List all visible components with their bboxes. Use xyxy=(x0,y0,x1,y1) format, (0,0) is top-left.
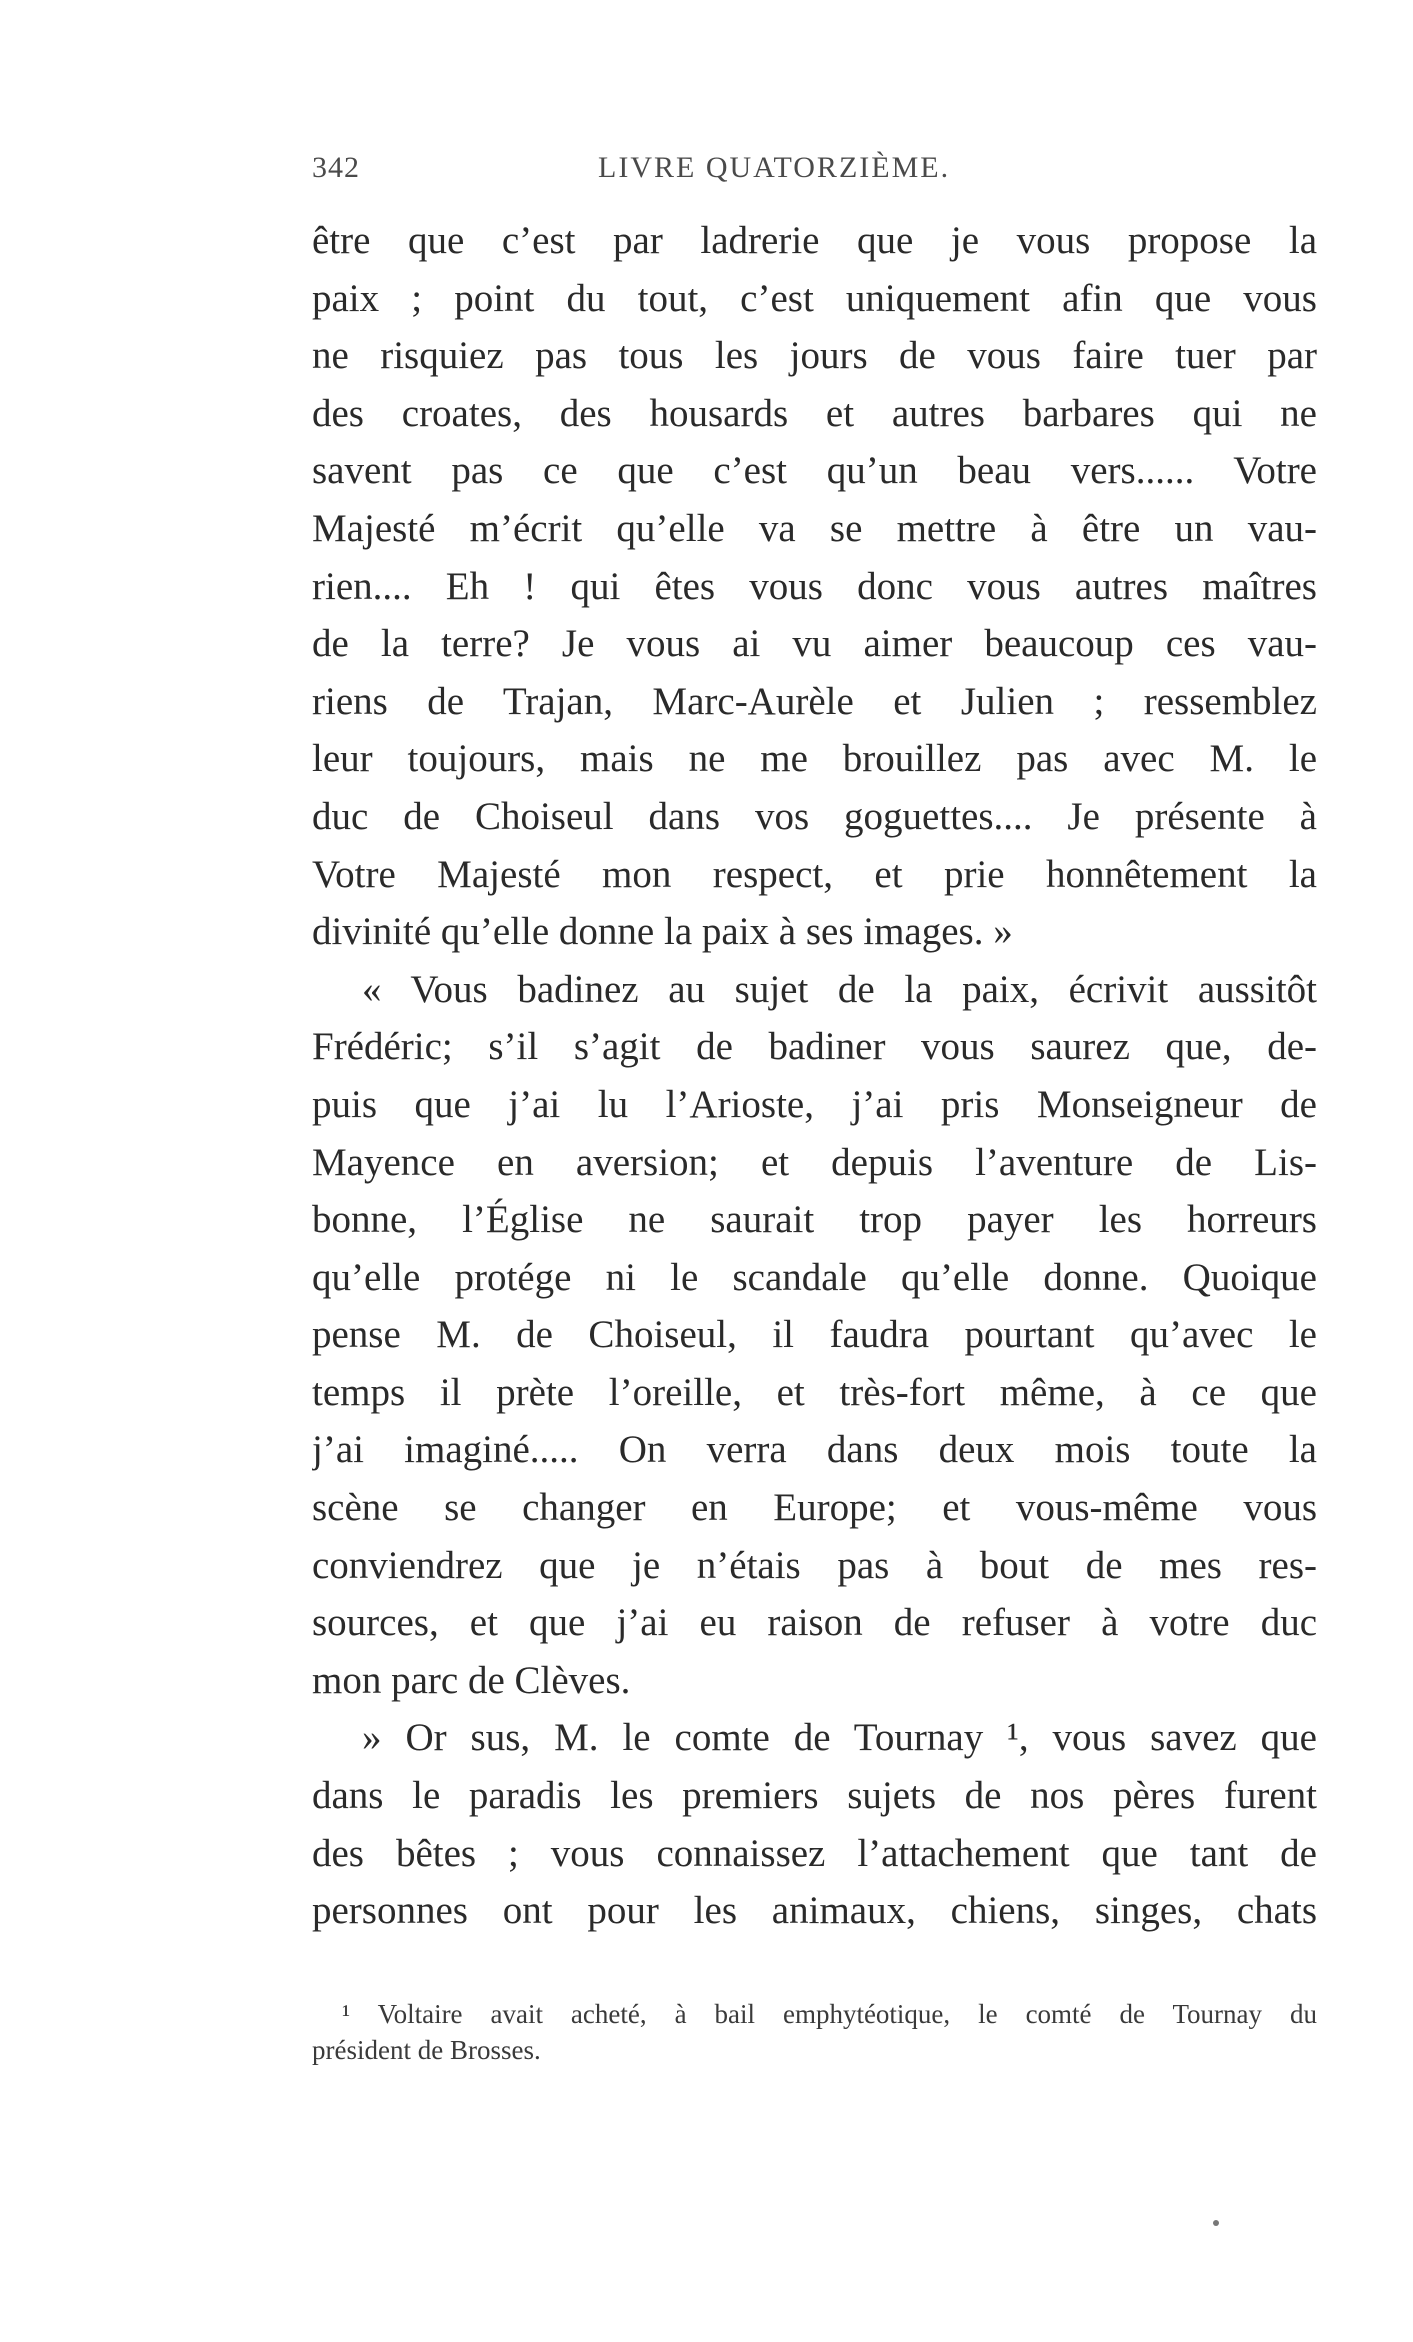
text-line: leur toujours, mais ne me brouillez pas avec M. le xyxy=(312,737,1317,781)
text-line: « Vous badinez au sujet de la paix, écrivit aussitôt xyxy=(362,967,1317,1011)
running-title: LIVRE QUATORZIÈME. xyxy=(598,151,951,184)
ink-speck xyxy=(1213,2220,1219,2226)
page-number: 342 xyxy=(312,151,360,184)
footnote-line: ¹ Voltaire avait acheté, à bail emphytéotique, le comté de Tournay du xyxy=(342,1999,1317,2029)
text-line: riens de Trajan, Marc-Aurèle et Julien ; ressemblez xyxy=(312,679,1317,723)
text-line: Votre Majesté mon respect, et prie honnêtement la xyxy=(312,852,1317,896)
text-line: bonne, l’Église ne saurait trop payer les horreurs xyxy=(312,1198,1317,1242)
text-line: dans le paradis les premiers sujets de nos pères furent xyxy=(312,1774,1317,1818)
text-line: divinité qu’elle donne la paix à ses images. » xyxy=(312,910,1013,954)
text-line: sources, et que j’ai eu raison de refuser à votre duc xyxy=(312,1601,1317,1645)
footnote-line: président de Brosses. xyxy=(312,2035,541,2065)
text-line: scène se changer en Europe; et vous-même vous xyxy=(312,1486,1317,1530)
text-line: » Or sus, M. le comte de Tournay ¹, vous savez que xyxy=(362,1716,1317,1760)
text-line: pense M. de Choiseul, il faudra pourtant qu’avec le xyxy=(312,1313,1317,1357)
running-head xyxy=(312,148,1317,188)
text-line: j’ai imaginé..... On verra dans deux mois toute la xyxy=(312,1428,1317,1472)
text-line: Majesté m’écrit qu’elle va se mettre à être un vau- xyxy=(312,506,1317,550)
body-text xyxy=(312,212,1317,1940)
text-line: duc de Choiseul dans vos goguettes.... Je présente à xyxy=(312,794,1317,838)
text-line: mon parc de Clèves. xyxy=(312,1658,631,1702)
text-line: rien.... Eh ! qui êtes vous donc vous autres maîtres xyxy=(312,564,1317,608)
text-line: qu’elle protége ni le scandale qu’elle donne. Quoique xyxy=(312,1255,1317,1299)
text-line: Mayence en aversion; et depuis l’aventure de Lis- xyxy=(312,1140,1317,1184)
text-line: paix ; point du tout, c’est uniquement afin que vous xyxy=(312,276,1317,320)
text-line: ne risquiez pas tous les jours de vous faire tuer par xyxy=(312,334,1317,378)
text-line: être que c’est par ladrerie que je vous propose la xyxy=(312,219,1317,262)
text-line: de la terre? Je vous ai vu aimer beaucoup ces vau- xyxy=(312,622,1317,666)
text-line: puis que j’ai lu l’Arioste, j’ai pris Monseigneur de xyxy=(312,1082,1317,1126)
text-line: Frédéric; s’il s’agit de badiner vous saurez que, de- xyxy=(312,1025,1317,1069)
text-line: conviendrez que je n’étais pas à bout de mes res- xyxy=(312,1543,1317,1587)
text-line: temps il prète l’oreille, et très-fort même, à ce que xyxy=(312,1370,1317,1414)
text-line: des croates, des housards et autres barbares qui ne xyxy=(312,391,1317,435)
text-line: des bêtes ; vous connaissez l’attachement que tant de xyxy=(312,1831,1317,1875)
text-line: personnes ont pour les animaux, chiens, singes, chats xyxy=(312,1889,1317,1933)
footnotes xyxy=(312,1996,1317,2068)
text-line: savent pas ce que c’est qu’un beau vers...... Votre xyxy=(312,449,1317,493)
